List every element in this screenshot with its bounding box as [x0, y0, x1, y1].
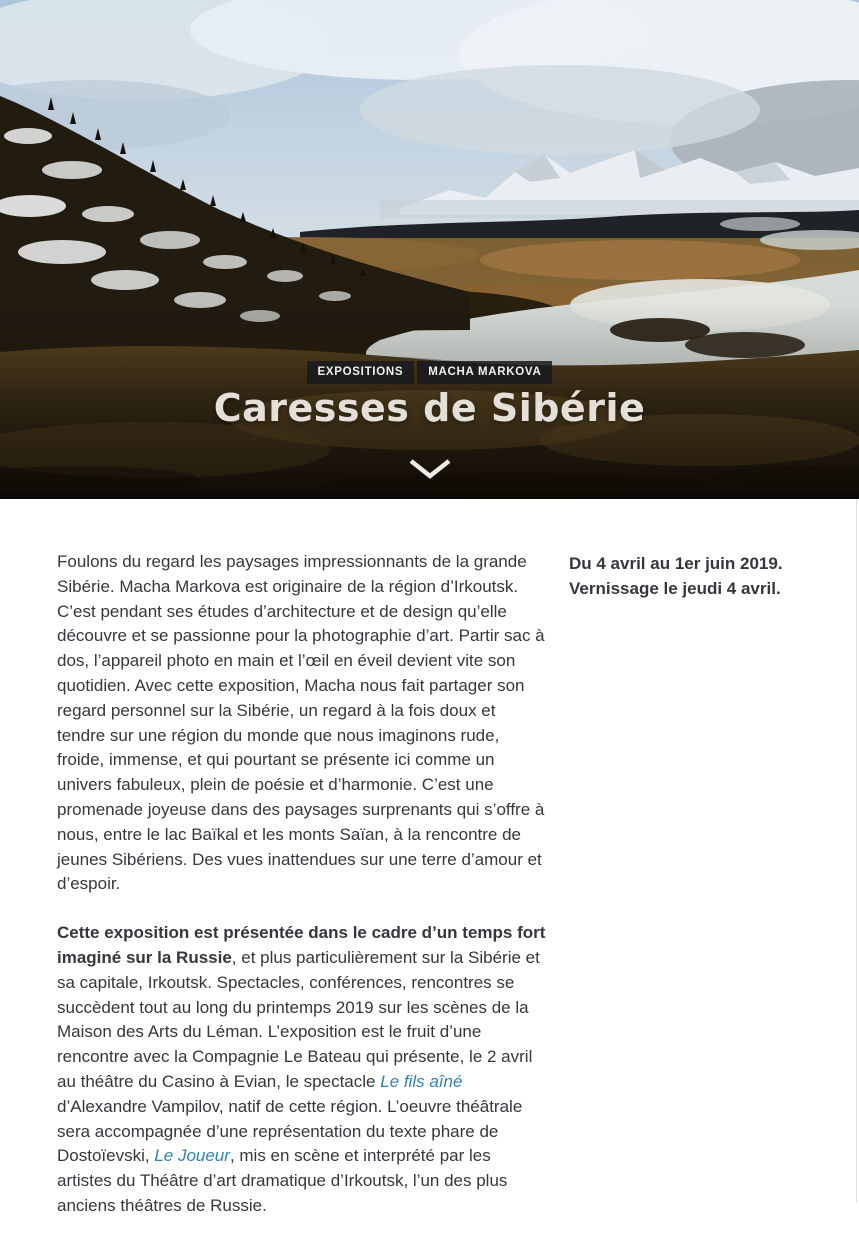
dates-line-1: Du 4 avril au 1er juin 2019.	[569, 554, 783, 573]
chevron-down-icon	[408, 457, 452, 481]
tag-expositions[interactable]: EXPOSITIONS	[307, 361, 415, 384]
paragraph-2-text-1: , et plus particulièrement sur la Sibérie et sa capitale, Irkoutsk. Spectacles, conférences, rencontres se succèdent tout au long du printemps 2019 sur les scènes de la Maison des Arts du Léman. L’exposition est le fruit d’une rencontre avec la Compagnie Le Bateau qui présente, le 2 avril au théâtre du Casino à Evian, le spectacle	[57, 947, 540, 1091]
link-le-joueur[interactable]: Le Joueur	[154, 1146, 230, 1166]
paragraph-1: Foulons du regard les paysages impressionnants de la grande Sibérie. Macha Markova est originaire de la région d’Irkoutsk. C’est pendant ses études d’architecture et de design qu’elle découvre et se passionne pour la photographie d’art. Partir sac à dos, l’appareil photo en main et l’œil en éveil devient vite son quotidien. Avec cette exposition, Macha nous fait partager son regard personnel sur la Sibérie, un regard à la fois doux et tendre sur une région du monde que nous imaginons rude, froide, immense, et qui pourtant se présente ici comme un univers fabuleux, plein de poésie et d’harmonie. C’est une promenade joyeuse dans des paysages surprenants qui s’offre à nous, entre le lac Baïkal et les monts Saïan, à la rencontre de jeunes Sibériens. Des vues inattendues sur une terre d’amour et d’espoir.	[57, 552, 545, 894]
paragraph-2	[57, 921, 546, 1219]
exhibition-dates	[569, 550, 822, 1243]
hero-banner	[0, 0, 859, 499]
page-title: Caresses de Sibérie	[213, 386, 646, 430]
tag-macha-markova[interactable]: MACHA MARKOVA	[417, 361, 552, 384]
scroll-down-button[interactable]	[406, 455, 454, 486]
paragraph-2-text-3: , mis en scène et interprété par les artistes du Théâtre d’art dramatique d’Irkoutsk, l’un des plus anciens théâtres de Russie.	[57, 1146, 508, 1215]
breadcrumb	[0, 361, 859, 384]
dates-line-2: Vernissage le jeudi 4 avril.	[569, 579, 781, 598]
page-right-divider	[856, 499, 857, 1203]
link-le-fils-aine[interactable]: Le fils aîné	[380, 1071, 463, 1091]
article-body	[57, 550, 546, 1243]
main-content	[0, 499, 859, 1243]
paragraph-2-text-2: d’Alexandre Vampilov, natif de cette région. L’oeuvre théâtrale sera accompagnée d’une représentation du texte phare de Dostoïevski,	[57, 1096, 523, 1166]
paragraph-2-bold-lead: Cette exposition est présentée dans le cadre d’un temps fort imaginé sur la Russie	[57, 923, 546, 967]
